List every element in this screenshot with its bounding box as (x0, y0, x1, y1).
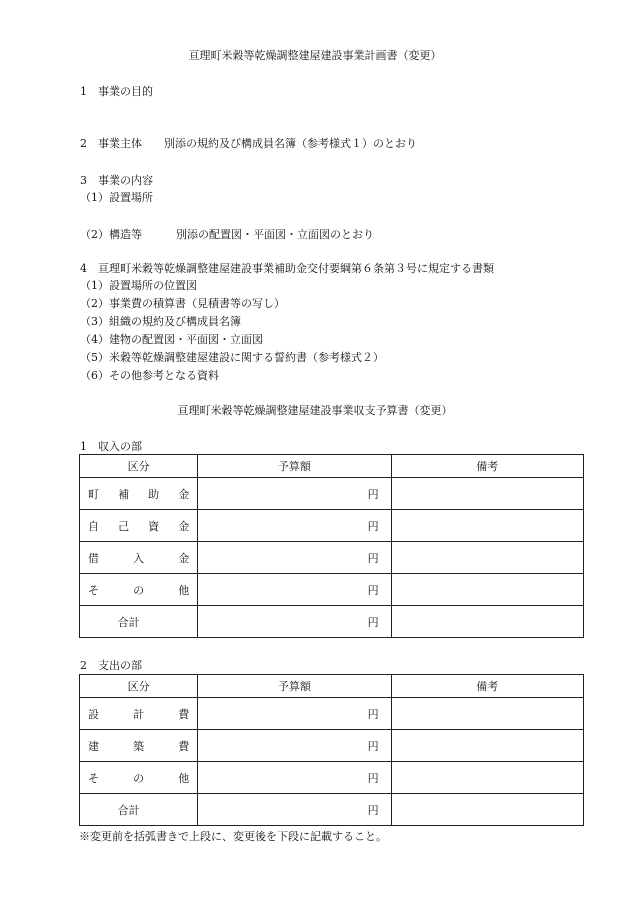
total-amount-cell[interactable]: 円 (198, 794, 391, 826)
remarks-cell[interactable] (391, 698, 583, 730)
category-cell: 借 入 金 (80, 542, 198, 574)
table-row (80, 730, 584, 762)
header-remarks: 備考 (391, 455, 583, 478)
total-label-cell: 合計 (80, 606, 198, 638)
section-4-heading: 4 亘理町米穀等乾燥調整建屋建設事業補助金交付要綱第６条第３号に規定する書類 (80, 262, 494, 275)
amount-cell[interactable]: 円 (198, 478, 391, 510)
income-table (79, 454, 584, 638)
header-category: 区分 (80, 675, 198, 698)
table-row (80, 542, 584, 574)
table-total-row (80, 606, 584, 638)
expense-section-label: 2 支出の部 (80, 659, 142, 672)
section-1-heading: 1 事業の目的 (80, 85, 153, 98)
header-budget-amount: 予算額 (198, 455, 391, 478)
section-2-text: 別添の規約及び構成員名簿（参考様式１）のとおり (164, 137, 417, 150)
section-3-item-2-text: 別添の配置図・平面図・立面図のとおり (176, 228, 374, 241)
category-cell: そ の 他 (80, 762, 198, 794)
section-3-heading: 3 事業の内容 (80, 174, 153, 187)
section-4-item: （1）設置場所の位置図 (80, 279, 197, 292)
category-cell: そ の 他 (80, 574, 198, 606)
table-row (80, 510, 584, 542)
amount-cell[interactable]: 円 (198, 542, 391, 574)
remarks-cell[interactable] (391, 794, 583, 826)
table-total-row (80, 794, 584, 826)
remarks-cell[interactable] (391, 574, 583, 606)
section-4-item: （4）建物の配置図・平面図・立面図 (80, 333, 263, 346)
table-header-row (80, 675, 584, 698)
table-row (80, 478, 584, 510)
header-category: 区分 (80, 455, 198, 478)
remarks-cell[interactable] (391, 510, 583, 542)
amount-cell[interactable]: 円 (198, 762, 391, 794)
remarks-cell[interactable] (391, 762, 583, 794)
amount-cell[interactable]: 円 (198, 698, 391, 730)
category-cell: 設 計 費 (80, 698, 198, 730)
section-4-item: （2）事業費の積算書（見積書等の写し） (80, 297, 285, 310)
remarks-cell[interactable] (391, 730, 583, 762)
header-remarks: 備考 (391, 675, 583, 698)
section-2 (80, 137, 417, 151)
section-4-item: （5）米穀等乾燥調整建屋建設に関する誓約書（参考様式２） (80, 351, 384, 364)
header-budget-amount: 予算額 (198, 675, 391, 698)
amount-cell[interactable]: 円 (198, 510, 391, 542)
category-cell: 自 己 資 金 (80, 510, 198, 542)
category-cell: 町 補 助 金 (80, 478, 198, 510)
section-3-item-2 (80, 228, 374, 242)
table-header-row (80, 455, 584, 478)
amount-cell[interactable]: 円 (198, 574, 391, 606)
expense-table (79, 674, 584, 826)
income-section-label: 1 収入の部 (80, 440, 142, 453)
section-3-item-2-heading: （2）構造等 (80, 228, 142, 241)
category-cell: 建 築 費 (80, 730, 198, 762)
section-4-item: （3）組織の規約及び構成員名簿 (80, 315, 241, 328)
section-4-item: （6）その他参考となる資料 (80, 369, 219, 382)
budget-title: 亘理町米穀等乾燥調整建屋建設事業収支予算書（変更） (177, 404, 453, 417)
total-amount-cell[interactable]: 円 (198, 606, 391, 638)
remarks-cell[interactable] (391, 478, 583, 510)
plan-title: 亘理町米穀等乾燥調整建屋建設事業計画書（変更） (188, 49, 442, 62)
remarks-cell[interactable] (391, 606, 583, 638)
table-row (80, 698, 584, 730)
table-row (80, 762, 584, 794)
section-3-item-1: （1）設置場所 (80, 191, 153, 204)
amount-cell[interactable]: 円 (198, 730, 391, 762)
section-2-heading: 2 事業主体 (80, 137, 142, 150)
table-row (80, 574, 584, 606)
footnote: ※変更前を括弧書きで上段に、変更後を下段に記載すること。 (79, 830, 387, 843)
remarks-cell[interactable] (391, 542, 583, 574)
total-label-cell: 合計 (80, 794, 198, 826)
